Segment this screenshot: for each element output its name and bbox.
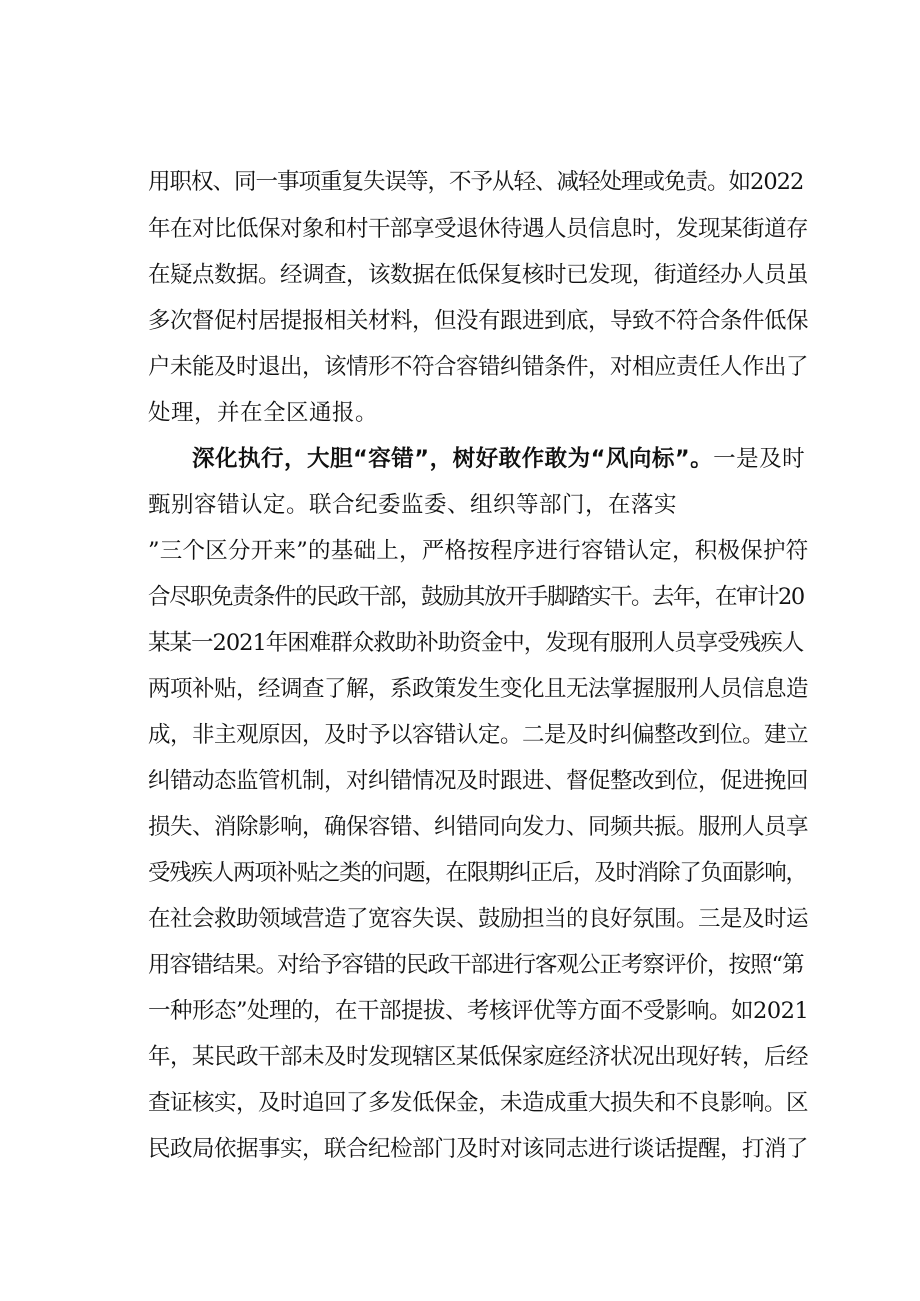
- text-line: 用职权、同一事项重复失误等，不予从轻、减轻处理或免责。如2022: [148, 169, 804, 195]
- text-line: 合尽职免责条件的民政干部，鼓励其放开手脚踏实干。去年，在审计20: [148, 584, 804, 610]
- text-line: 甄别容错认定。联合纪委监委、组织等部门，在落实: [148, 492, 678, 518]
- paragraph-heading: 深化执行，大胆“容错”，树好敢作敢为“风向标”。: [192, 446, 714, 472]
- text-line: 成，非主观原因，及时予以容错认定。二是及时纠偏整改到位。建立: [148, 722, 809, 748]
- text-line: 户未能及时退出，该情形不符合容错纠错条件，对相应责任人作出了: [148, 354, 809, 380]
- paragraph-first-line: [192, 444, 852, 474]
- text-line: 年在对比低保对象和村干部享受退休待遇人员信息时，发现某街道存: [148, 216, 809, 242]
- text-line: 两项补贴，经调查了解，系政策发生变化且无法掌握服刑人员信息造: [148, 676, 809, 702]
- text-line: 受残疾人两项补贴之类的问题，在限期纠正后，及时消除了负面影响，: [148, 860, 807, 886]
- text-line: ”三个区分开来”的基础上，严格按程序进行容错认定，积极保护符: [148, 538, 809, 564]
- text-line: 年，某民政干部未及时发现辖区某低保家庭经济状况出现好转，后经: [148, 1044, 809, 1070]
- text-line: 用容错结果。对给予容错的民政干部进行客观公正考察评价，按照“第: [148, 952, 804, 978]
- text-line: 多次督促村居提报相关材料，但没有跟进到底，导致不符合条件低保: [148, 308, 809, 334]
- text-line: 某某一2021年困难群众救助补助资金中，发现有服刑人员享受残疾人: [148, 630, 804, 656]
- text-line: 损失、消除影响，确保容错、纠错同向发力、同频共振。服刑人员享: [148, 814, 809, 840]
- text-line: 在疑点数据。经调查，该数据在低保复核时已发现，街道经办人员虽: [148, 262, 809, 288]
- text-line: 一种形态”处理的，在干部提拔、考核评优等方面不受影响。如2021: [148, 998, 809, 1024]
- text-line: 纠错动态监管机制，对纠错情况及时跟进、督促整改到位，促进挽回: [148, 768, 809, 794]
- text-line: 在社会救助领域营造了宽容失误、鼓励担当的良好氛围。三是及时运: [148, 906, 809, 932]
- text-line: 查证核实，及时追回了多发低保金，未造成重大损失和不良影响。区: [148, 1090, 809, 1116]
- text-line: 民政局依据事实，联合纪检部门及时对该同志进行谈话提醒，打消了: [148, 1136, 809, 1162]
- text-line: 处理，并在全区通报。: [148, 400, 379, 426]
- text-span: 一是及时: [713, 446, 806, 472]
